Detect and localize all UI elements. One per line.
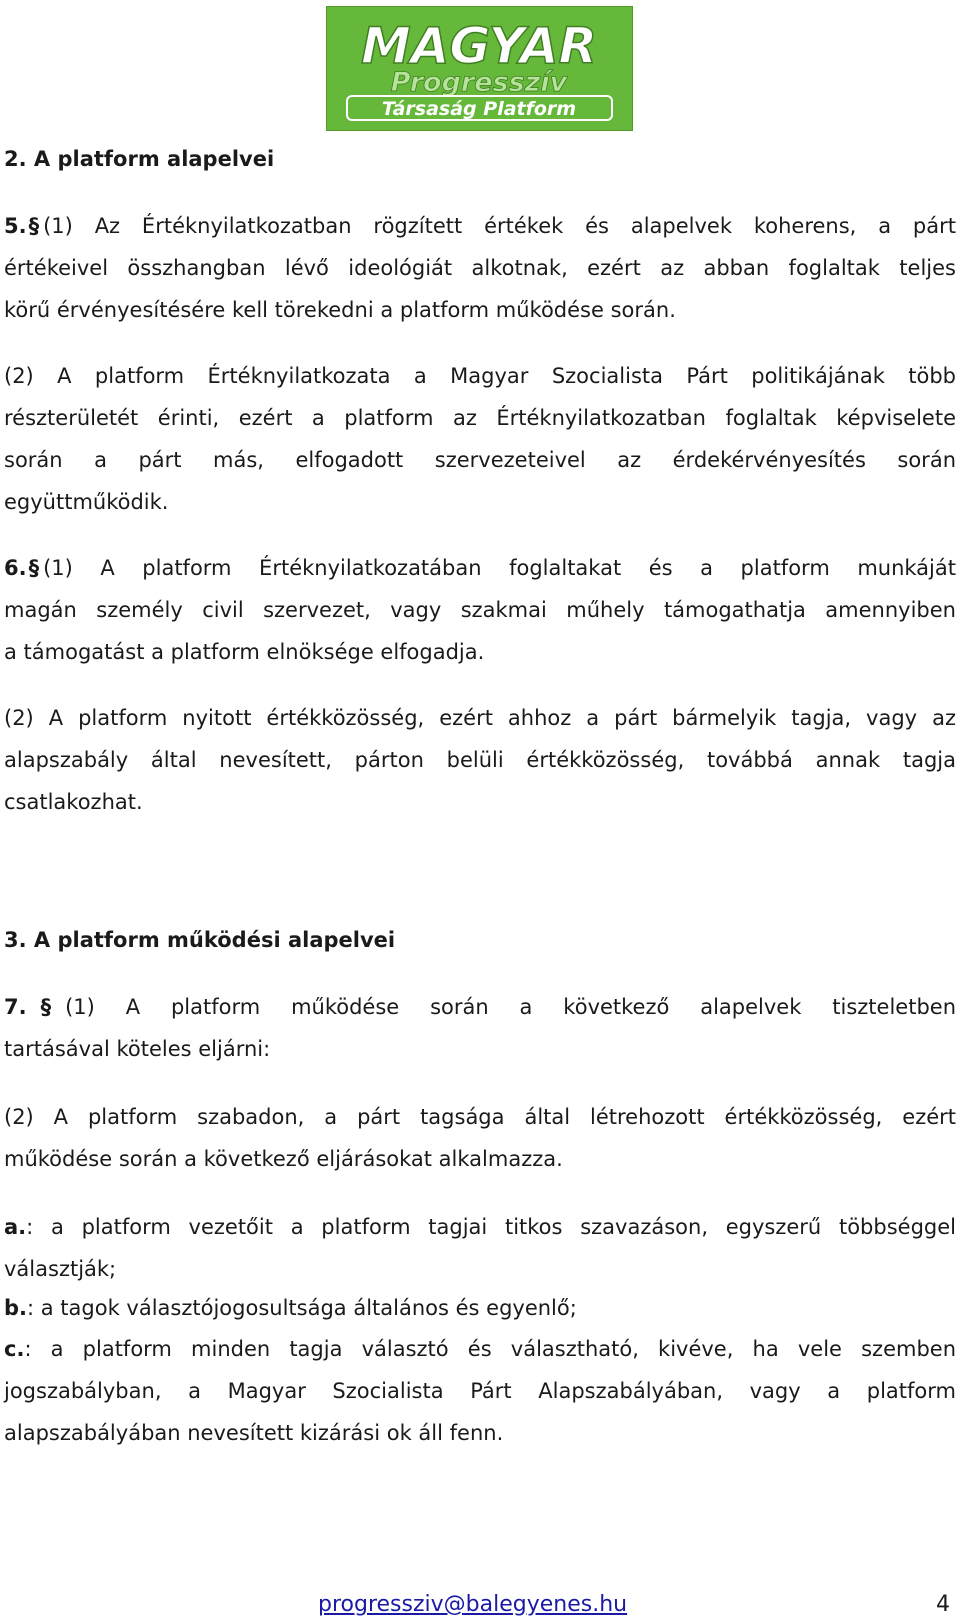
line-text: : a tagok választójogosultsága általános és egyenlő; <box>27 1296 577 1320</box>
paragraph-5-2 <box>4 355 956 523</box>
text-line: alapszabályában nevesített kizárási ok áll fenn. <box>4 1421 504 1445</box>
section-sign: § <box>40 995 52 1019</box>
text-line: csatlakozhat. <box>4 790 143 814</box>
text-line: választják; <box>4 1257 117 1281</box>
line-text: : a platform minden tagja választó és választható, kivéve, ha vele szemben <box>24 1337 956 1361</box>
list-label: c. <box>4 1337 25 1361</box>
section-sign: § <box>28 214 40 238</box>
list-item-b <box>4 1287 956 1329</box>
section-3-heading: 3. A platform működési alapelvei <box>4 928 396 952</box>
text-line: (2) A platform Értéknyilatkozata a Magyar Szocialista Párt politikájának több <box>4 364 956 388</box>
page-number: 4 <box>936 1592 950 1617</box>
line-text: : a platform vezetőit a platform tagjai titkos szavazáson, egyszerű többséggel <box>26 1215 956 1239</box>
text-line: (2) A platform szabadon, a párt tagsága által létrehozott értékközösség, ezért <box>4 1105 956 1129</box>
text-line: tartásával köteles eljárni: <box>4 1037 271 1061</box>
text-line <box>4 986 956 1028</box>
text-line: körű érvényesítésére kell törekedni a platform működése során. <box>4 298 676 322</box>
text-line: részterületét érinti, ezért a platform az Értéknyilatkozatban foglaltak képviselete <box>4 406 956 430</box>
footer-email-link[interactable]: progressziv@balegyenes.hu <box>318 1592 628 1617</box>
paragraph-7-2 <box>4 1096 956 1180</box>
list-label: a. <box>4 1215 27 1239</box>
text-line: működése során a következő eljárásokat alkalmazza. <box>4 1147 563 1171</box>
text-line <box>4 1328 956 1370</box>
line-text: (1) A platform működése során a következő alapelvek tiszteletben <box>65 995 956 1019</box>
paragraph-5-1 <box>4 205 956 331</box>
logo-line-2: Progresszív <box>390 67 568 98</box>
paragraph-number: 5. <box>4 214 27 238</box>
paragraph-number: 7. <box>4 995 27 1019</box>
list-item-c <box>4 1328 956 1454</box>
text-line <box>4 1206 956 1248</box>
logo-line-1: MAGYAR <box>360 17 598 75</box>
section-2-heading: 2. A platform alapelvei <box>4 147 275 171</box>
text-line: a támogatást a platform elnöksége elfogadja. <box>4 640 485 664</box>
line-text: (1) Az Értéknyilatkozatban rögzített értékek és alapelvek koherens, a párt <box>43 214 956 238</box>
list-label: b. <box>4 1296 28 1320</box>
text-line: értékeivel összhangban lévő ideológiát alkotnak, ezért az abban foglaltak teljes <box>4 256 956 280</box>
text-line <box>4 547 956 589</box>
line-text: (1) A platform Értéknyilatkozatában foglaltakat és a platform munkáját <box>43 556 956 580</box>
section-sign: § <box>28 556 40 580</box>
text-line: során a párt más, elfogadott szervezeteivel az érdekérvényesítés során <box>4 448 956 472</box>
paragraph-number: 6. <box>4 556 27 580</box>
text-line: (2) A platform nyitott értékközösség, ezért ahhoz a párt bármelyik tagja, vagy az <box>4 706 956 730</box>
text-line <box>4 1287 956 1329</box>
text-line: együttműködik. <box>4 490 169 514</box>
logo-graphic <box>327 7 632 130</box>
logo-line-3: Társaság Platform <box>381 98 577 120</box>
platform-logo <box>326 6 633 131</box>
list-item-a <box>4 1206 956 1290</box>
text-line: alapszabály által nevesített, párton belüli értékközösség, továbbá annak tagja <box>4 748 956 772</box>
paragraph-6-2 <box>4 697 956 823</box>
text-line <box>4 205 956 247</box>
text-line: magán személy civil szervezet, vagy szakmai műhely támogathatja amennyiben <box>4 598 956 622</box>
paragraph-7-1 <box>4 986 956 1070</box>
paragraph-6-1 <box>4 547 956 673</box>
text-line: jogszabályban, a Magyar Szocialista Párt Alapszabályában, vagy a platform <box>4 1379 956 1403</box>
